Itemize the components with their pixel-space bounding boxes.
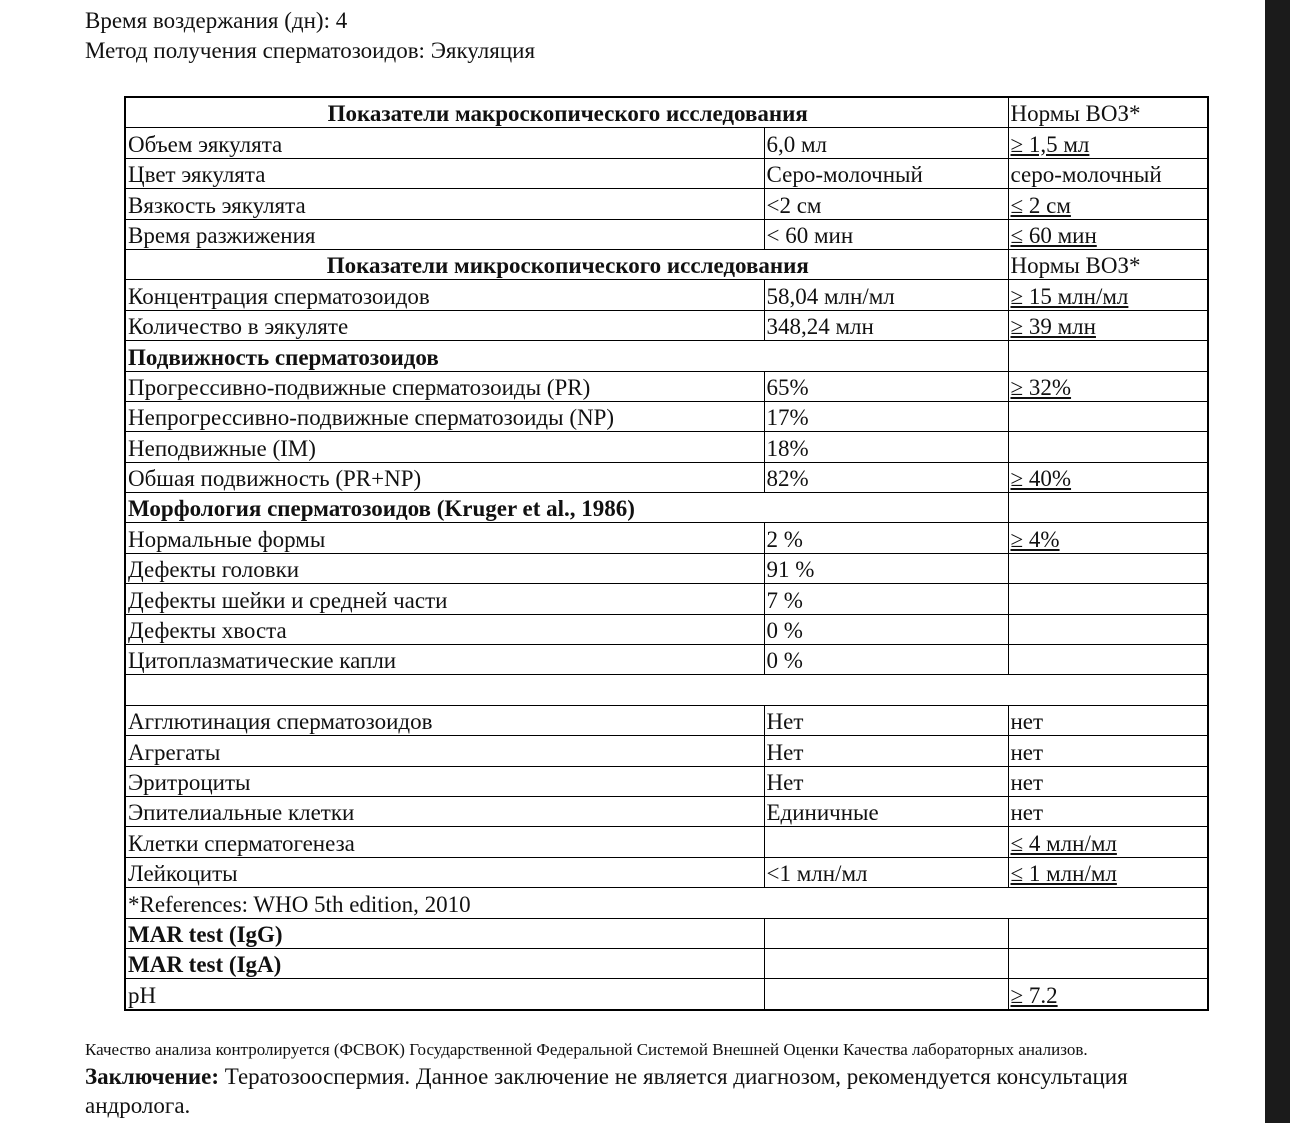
table-row — [125, 645, 1208, 675]
empty-cell — [125, 675, 1208, 705]
row-norm: ≥ 39 млн — [1008, 310, 1208, 340]
row-name: Дефекты хвоста — [125, 614, 764, 644]
table-row — [125, 584, 1208, 614]
spacer-row — [125, 675, 1208, 705]
sperm-collection-method: Метод получения сперматозоидов: Эякуляция — [85, 38, 536, 63]
quality-control-note: Качество анализа контролируется (ФСВОК) Государственной Федеральной Системой Внешней Оценки Качества лабораторных анализов. — [85, 1040, 1088, 1059]
macro-header-row — [125, 97, 1208, 128]
row-value: Серо-молочный — [764, 158, 1008, 188]
row-norm: ≤ 2 см — [1008, 189, 1208, 219]
row-value: Нет — [764, 766, 1008, 796]
table-row — [125, 979, 1208, 1010]
table-row — [125, 948, 1208, 978]
table-row — [125, 857, 1208, 887]
motility-section-title: Подвижность сперматозоидов — [125, 341, 1008, 371]
morphology-section-title: Морфология сперматозоидов (Kruger et al., 1986) — [125, 493, 1008, 523]
semen-analysis-table — [124, 96, 1209, 1011]
row-name: Концентрация сперматозоидов — [125, 280, 764, 310]
row-value: Нет — [764, 736, 1008, 766]
row-name: Клетки сперматогенеза — [125, 827, 764, 857]
abstinence-days: Время воздержания (дн): 4 — [85, 8, 348, 33]
row-name: Агглютинация сперматозоидов — [125, 705, 764, 735]
table-row — [125, 219, 1208, 249]
row-norm — [1008, 614, 1208, 644]
row-norm: нет — [1008, 766, 1208, 796]
row-name: Агрегаты — [125, 736, 764, 766]
micro-section-title: Показатели микроскопического исследования — [125, 249, 1008, 279]
table-row — [125, 796, 1208, 826]
row-value: < 60 мин — [764, 219, 1008, 249]
row-norm — [1008, 432, 1208, 462]
row-norm — [1008, 918, 1208, 948]
row-name: Эритроциты — [125, 766, 764, 796]
row-value: Нет — [764, 705, 1008, 735]
row-norm: ≥ 4% — [1008, 523, 1208, 553]
row-norm — [1008, 401, 1208, 431]
row-norm — [1008, 645, 1208, 675]
row-norm: нет — [1008, 796, 1208, 826]
row-value: 0 % — [764, 645, 1008, 675]
row-value: 82% — [764, 462, 1008, 492]
table-row — [125, 189, 1208, 219]
row-name: Обшая подвижность (PR+NP) — [125, 462, 764, 492]
row-name: Время разжижения — [125, 219, 764, 249]
conclusion-label: Заключение: — [85, 1064, 220, 1089]
row-norm: ≤ 4 млн/мл — [1008, 827, 1208, 857]
row-name: Эпителиальные клетки — [125, 796, 764, 826]
table-row — [125, 705, 1208, 735]
row-value — [764, 827, 1008, 857]
morphology-header-row — [125, 493, 1208, 523]
row-value — [764, 948, 1008, 978]
table-row — [125, 553, 1208, 583]
macro-norm-header: Нормы ВОЗ* — [1008, 97, 1208, 128]
row-value: 6,0 мл — [764, 128, 1008, 158]
table-row — [125, 280, 1208, 310]
row-norm: ≥ 7.2 — [1008, 979, 1208, 1010]
row-value: 2 % — [764, 523, 1008, 553]
right-edge-bar — [1265, 0, 1290, 1123]
row-name: Неподвижные (IM) — [125, 432, 764, 462]
row-name: Прогрессивно-подвижные сперматозоиды (PR) — [125, 371, 764, 401]
row-value: <1 млн/мл — [764, 857, 1008, 887]
table-row — [125, 401, 1208, 431]
row-name: Нормальные формы — [125, 523, 764, 553]
row-value: 65% — [764, 371, 1008, 401]
table-row — [125, 310, 1208, 340]
table-row — [125, 432, 1208, 462]
row-name: Вязкость эякулята — [125, 189, 764, 219]
row-name: Объем эякулята — [125, 128, 764, 158]
who-reference: *References: WHO 5th edition, 2010 — [125, 888, 1208, 918]
row-name: Цитоплазматические капли — [125, 645, 764, 675]
conclusion-text: Тератозооспермия. Данное заключение не является диагнозом, рекомендуется консультация андролога. — [85, 1064, 1128, 1118]
row-name: MAR test (IgG) — [125, 918, 764, 948]
table-row — [125, 371, 1208, 401]
row-norm: серо-молочный — [1008, 158, 1208, 188]
row-norm: ≤ 1 млн/мл — [1008, 857, 1208, 887]
row-name: MAR test (IgA) — [125, 948, 764, 978]
table-row — [125, 827, 1208, 857]
table-row — [125, 736, 1208, 766]
table-row — [125, 918, 1208, 948]
table-row — [125, 128, 1208, 158]
row-norm — [1008, 948, 1208, 978]
empty-cell — [1008, 341, 1208, 371]
row-norm: ≥ 15 млн/мл — [1008, 280, 1208, 310]
table-row — [125, 614, 1208, 644]
table-row — [125, 766, 1208, 796]
row-name: pH — [125, 979, 764, 1010]
row-value: 7 % — [764, 584, 1008, 614]
row-norm: нет — [1008, 705, 1208, 735]
row-value — [764, 979, 1008, 1010]
row-value: 91 % — [764, 553, 1008, 583]
references-row — [125, 888, 1208, 918]
row-name: Лейкоциты — [125, 857, 764, 887]
micro-header-row — [125, 249, 1208, 279]
macro-section-title: Показатели макроскопического исследования — [125, 97, 1008, 128]
row-name: Дефекты шейки и средней части — [125, 584, 764, 614]
row-value — [764, 918, 1008, 948]
row-norm: ≥ 1,5 мл — [1008, 128, 1208, 158]
micro-norm-header: Нормы ВОЗ* — [1008, 249, 1208, 279]
row-norm: ≥ 40% — [1008, 462, 1208, 492]
row-value: 17% — [764, 401, 1008, 431]
row-norm: нет — [1008, 736, 1208, 766]
row-value: 18% — [764, 432, 1008, 462]
conclusion — [85, 1062, 1205, 1120]
empty-cell — [1008, 493, 1208, 523]
row-name: Количество в эякуляте — [125, 310, 764, 340]
row-value: 348,24 млн — [764, 310, 1008, 340]
table-row — [125, 158, 1208, 188]
row-value: Единичные — [764, 796, 1008, 826]
row-norm — [1008, 553, 1208, 583]
row-value: 58,04 млн/мл — [764, 280, 1008, 310]
row-norm — [1008, 584, 1208, 614]
row-norm: ≥ 32% — [1008, 371, 1208, 401]
table-row — [125, 462, 1208, 492]
row-value: <2 см — [764, 189, 1008, 219]
row-name: Цвет эякулята — [125, 158, 764, 188]
row-name: Дефекты головки — [125, 553, 764, 583]
table-row — [125, 523, 1208, 553]
row-norm: ≤ 60 мин — [1008, 219, 1208, 249]
row-name: Непрогрессивно-подвижные сперматозоиды (NP) — [125, 401, 764, 431]
motility-header-row — [125, 341, 1208, 371]
row-value: 0 % — [764, 614, 1008, 644]
